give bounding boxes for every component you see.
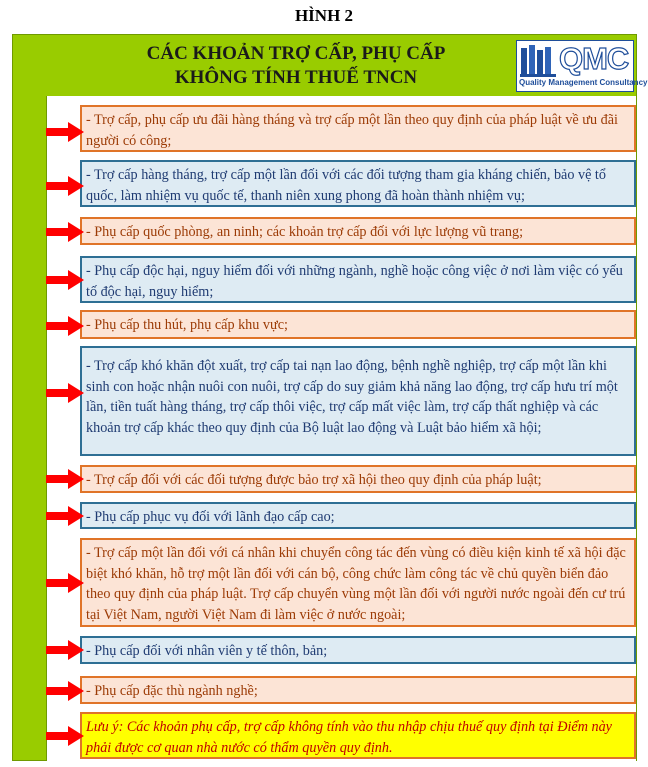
item-box-1: - Trợ cấp, phụ cấp ưu đãi hàng tháng và trợ cấp một lần theo quy định của pháp luật về ưu đãi người có công; <box>80 105 636 152</box>
item-box-7: - Trợ cấp đối với các đối tượng được bảo trợ xã hội theo quy định của pháp luật; <box>80 465 636 493</box>
header <box>46 38 648 96</box>
page-title <box>46 42 546 90</box>
figure-label: HÌNH 2 <box>294 6 354 25</box>
item-box-5: - Phụ cấp thu hút, phụ cấp khu vực; <box>80 310 636 339</box>
arrow-right-icon <box>46 573 84 593</box>
item-box-2: - Trợ cấp hàng tháng, trợ cấp một lần đối với các đối tượng tham gia kháng chiến, bảo vệ tổ quốc, làm nhiệm vụ quốc tế, thanh niên xung phong đã hoàn thành nhiệm vụ; <box>80 160 636 207</box>
arrow-right-icon <box>46 469 84 489</box>
arrow-right-icon <box>46 383 84 403</box>
arrow-right-icon <box>46 270 84 290</box>
logo-text: QMC <box>559 41 629 76</box>
arrow-right-icon <box>46 681 84 701</box>
item-box-6: - Trợ cấp khó khăn đột xuất, trợ cấp tai nạn lao động, bệnh nghề nghiệp, trợ cấp một lần khi sinh con hoặc nhận nuôi con nuôi, trợ cấp do suy giảm khả năng lao động, trợ cấp hưu trí một lần, tiền tuất hàng tháng, trợ cấp thôi việc, trợ cấp mất việc làm, trợ cấp thất nghiệp và các khoản trợ cấp khác theo quy định của Bộ luật lao động và Luật bảo hiểm xã hội; <box>80 346 636 456</box>
arrow-right-icon <box>46 726 84 746</box>
logo-bars-icon <box>520 44 556 77</box>
item-box-3: - Phụ cấp quốc phòng, an ninh; các khoản trợ cấp đối với lực lượng vũ trang; <box>80 217 636 245</box>
arrow-right-icon <box>46 640 84 660</box>
item-box-4: - Phụ cấp độc hại, nguy hiểm đối với những ngành, nghề hoặc công việc ở nơi làm việc có yếu tố độc hại, nguy hiểm; <box>80 256 636 303</box>
item-box-10: - Phụ cấp đối với nhân viên y tế thôn, bản; <box>80 636 636 664</box>
item-box-11: - Phụ cấp đặc thù ngành nghề; <box>80 676 636 704</box>
arrow-right-icon <box>46 506 84 526</box>
item-box-8: - Phụ cấp phục vụ đối với lãnh đạo cấp cao; <box>80 502 636 529</box>
arrow-right-icon <box>46 316 84 336</box>
title-line-1: CÁC KHOẢN TRỢ CẤP, PHỤ CẤP <box>146 43 446 64</box>
logo-subtitle: Quality Management Consultancy <box>519 78 648 87</box>
arrow-right-icon <box>46 176 84 196</box>
arrow-right-icon <box>46 222 84 242</box>
qmc-logo <box>516 40 648 92</box>
item-box-9: - Trợ cấp một lần đối với cá nhân khi chuyển công tác đến vùng có điều kiện kinh tế xã hội đặc biệt khó khăn, hỗ trợ một lần đối với cán bộ, công chức làm công tác về chủ quyền biển đảo theo quy định của pháp luật. Trợ cấp chuyển vùng một lần đối với người nước ngoài đến cư trú tại Việt Nam, người Việt Nam đi làm việc ở nước ngoài; <box>80 538 636 627</box>
arrow-right-icon <box>46 122 84 142</box>
title-line-2: KHÔNG TÍNH THUẾ TNCN <box>174 67 418 88</box>
note-box: Lưu ý: Các khoản phụ cấp, trợ cấp không tính vào thu nhập chịu thuế quy định tại Điểm này phải được cơ quan nhà nước có thẩm quyền quy định. <box>80 712 636 759</box>
